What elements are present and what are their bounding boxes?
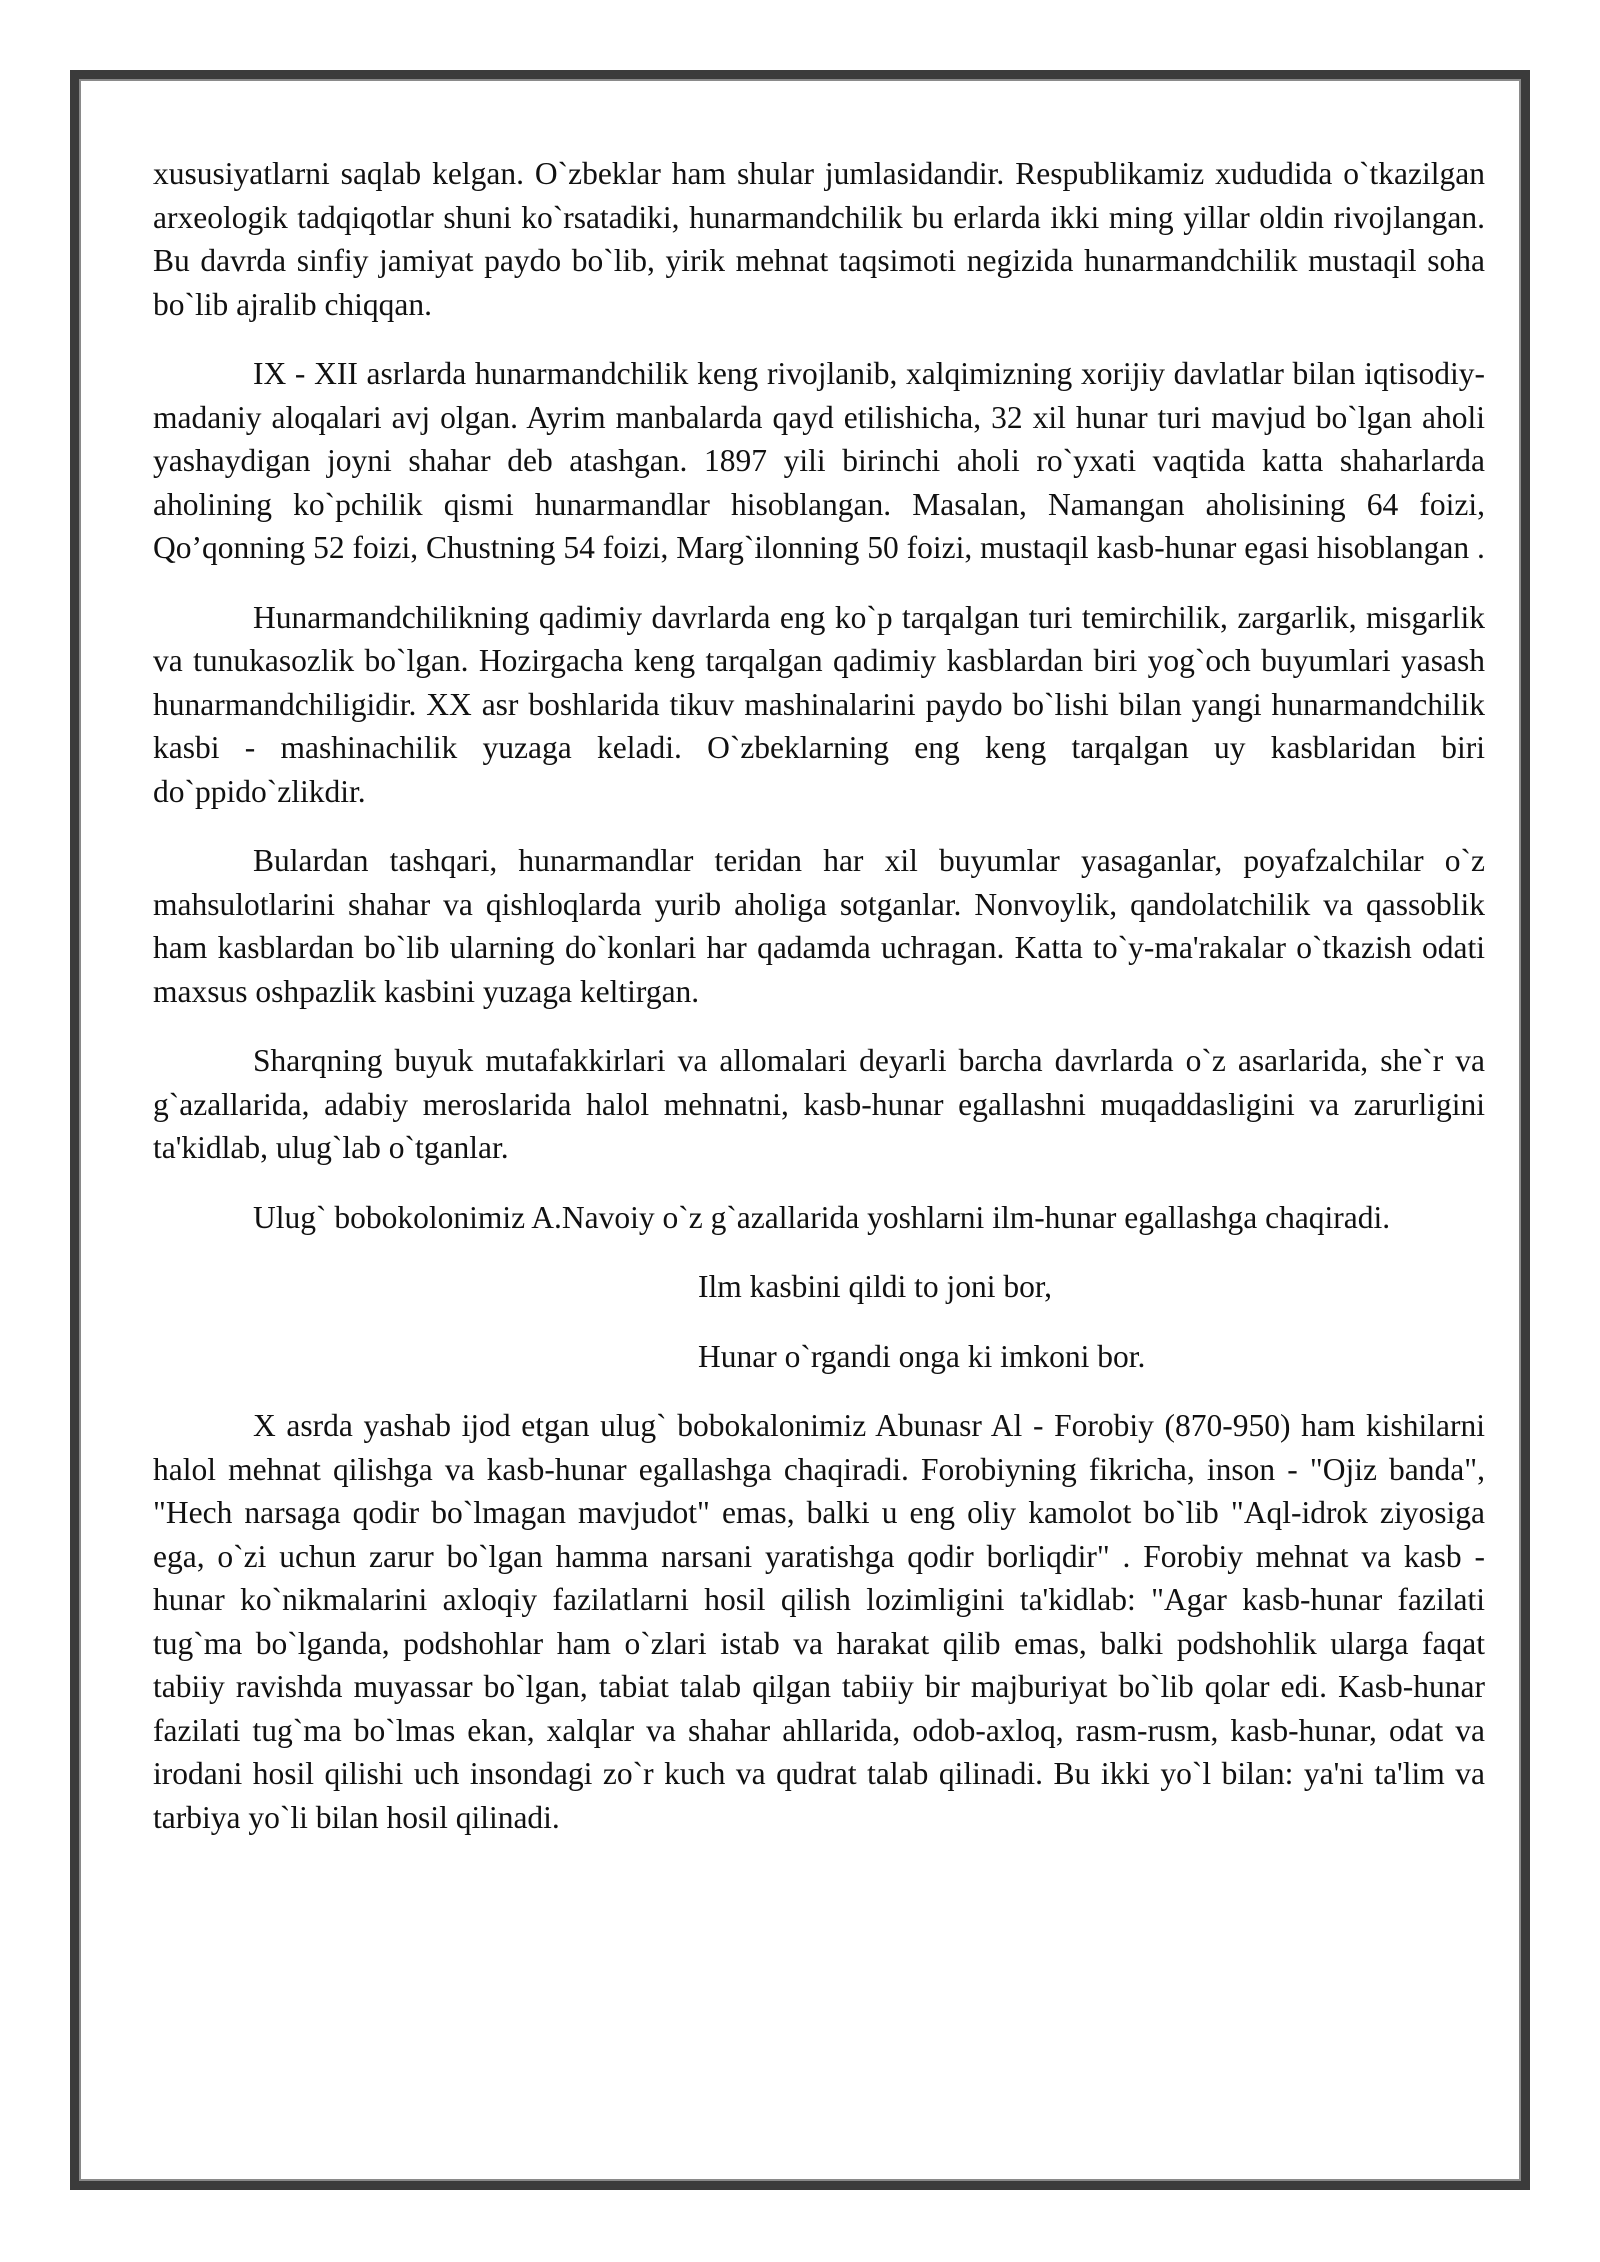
document-body <box>153 152 1485 1865</box>
paragraph-history: IX - XII asrlarda hunarmandchilik keng rivojlanib, xalqimizning xorijiy davlatlar bilan iqtisodiy-madaniy aloqalari avj olgan. Ayrim manbalarda qayd etilishicha, 32 xil hunar turi mavjud bo`lgan aholi yashaydigan joyni shahar deb atashgan. 1897 yili birinchi aholi ro`yxati vaqtida katta shaharlarda aholining ko`pchilik qismi hunarmandlar hisoblangan. Masalan, Namangan aholisining 64 foizi, Qo’qonning 52 foizi, Chustning 54 foizi, Marg`ilonning 50 foizi, mustaqil kasb-hunar egasi hisoblangan . <box>153 356 1485 565</box>
paragraph-continuation: xususiyatlarni saqlab kelgan. O`zbeklar ham shular jumlasidandir. Respublikamiz xududida o`tkazilgan arxeologik tadqiqotlar shuni ko`rsatadiki, hunarmandchilik bu erlarda ikki ming yillar oldin rivojlangan. Bu davrda sinfiy jamiyat paydo bo`lib, yirik mehnat taqsimoti negizida hunarmandchilik mustaqil soha bo`lib ajralib chiqqan. <box>153 156 1485 322</box>
paragraph-forobiy: X asrda yashab ijod etgan ulug` bobokalonimiz Abunasr Al - Forobiy (870-950) ham kishilarni halol mehnat qilishga va kasb-hunar egallashga chaqiradi. Forobiyning fikricha, inson - "Ojiz banda", "Hech narsaga qodir bo`lmagan mavjudot" emas, balki u eng oliy kamolot bo`lib "Aql-idrok ziyosiga ega, o`zi uchun zarur bo`lgan hamma narsani yaratishga qodir borliqdir" . Forobiy mehnat va kasb - hunar ko`nikmalarini axloqiy fazilatlarni hosil qilish lozimligini ta'kidlab: "Agar kasb-hunar fazilati tug`ma bo`lganda, podshohlar ham o`zlari istab va harakat qilib emas, balki podshohlik ularga faqat tabiiy ravishda muyassar bo`lgan, tabiat talab qilgan tabiiy bir majburiyat bo`lib qolar edi. Kasb-hunar fazilati tug`ma bo`lmas ekan, xalqlar va shahar ahllarida, odob-axloq, rasm-rusm, kasb-hunar, odat va irodani hosil qilishi uch insondagi zo`r kuch va qudrat talab qilinadi. Bu ikki yo`l bilan: ya'ni ta'lim va tarbiya yo`li bilan hosil qilinadi. <box>153 1408 1485 1835</box>
paragraph-thinkers: Sharqning buyuk mutafakkirlari va allomalari deyarli barcha davrlarda o`z asarlarida, she`r va g`azallarida, adabiy meroslarida halol mehnatni, kasb-hunar egallashni muqaddasligini va zarurligini ta'kidlab, ulug`lab o`tganlar. <box>153 1043 1485 1165</box>
paragraph-trades: Bulardan tashqari, hunarmandlar teridan har xil buyumlar yasaganlar, poyafzalchilar o`z mahsulotlarini shahar va qishloqlarda yurib aholiga sotganlar. Nonvoylik, qandolatchilik va qassoblik ham kasblardan bo`lib ularning do`konlari har qadamda uchragan. Katta to`y-ma'rakalar o`tkazish odati maxsus oshpazlik kasbini yuzaga keltirgan. <box>153 843 1485 1009</box>
verse-line-1: Ilm kasbini qildi to joni bor, <box>698 1269 1052 1304</box>
paragraph-crafts: Hunarmandchilikning qadimiy davrlarda eng ko`p tarqalgan turi temirchilik, zargarlik, misgarlik va tunukasozlik bo`lgan. Hozirgacha keng tarqalgan qadimiy kasblardan biri yog`och buyumlari yasash hunarmandchiligidir. XX asr boshlarida tikuv mashinalarini paydo bo`lishi bilan yangi hunarmandchilik kasbi - mashinachilik yuzaga keladi. O`zbeklarning eng keng tarqalgan uy kasblaridan biri do`ppido`zlikdir. <box>153 599 1485 809</box>
verse-line-2: Hunar o`rgandi onga ki imkoni bor. <box>698 1338 1146 1374</box>
paragraph-navoiy: Ulug` bobokolonimiz A.Navoiy o`z g`azallarida yoshlarni ilm-hunar egallashga chaqiradi. <box>253 1199 1391 1235</box>
